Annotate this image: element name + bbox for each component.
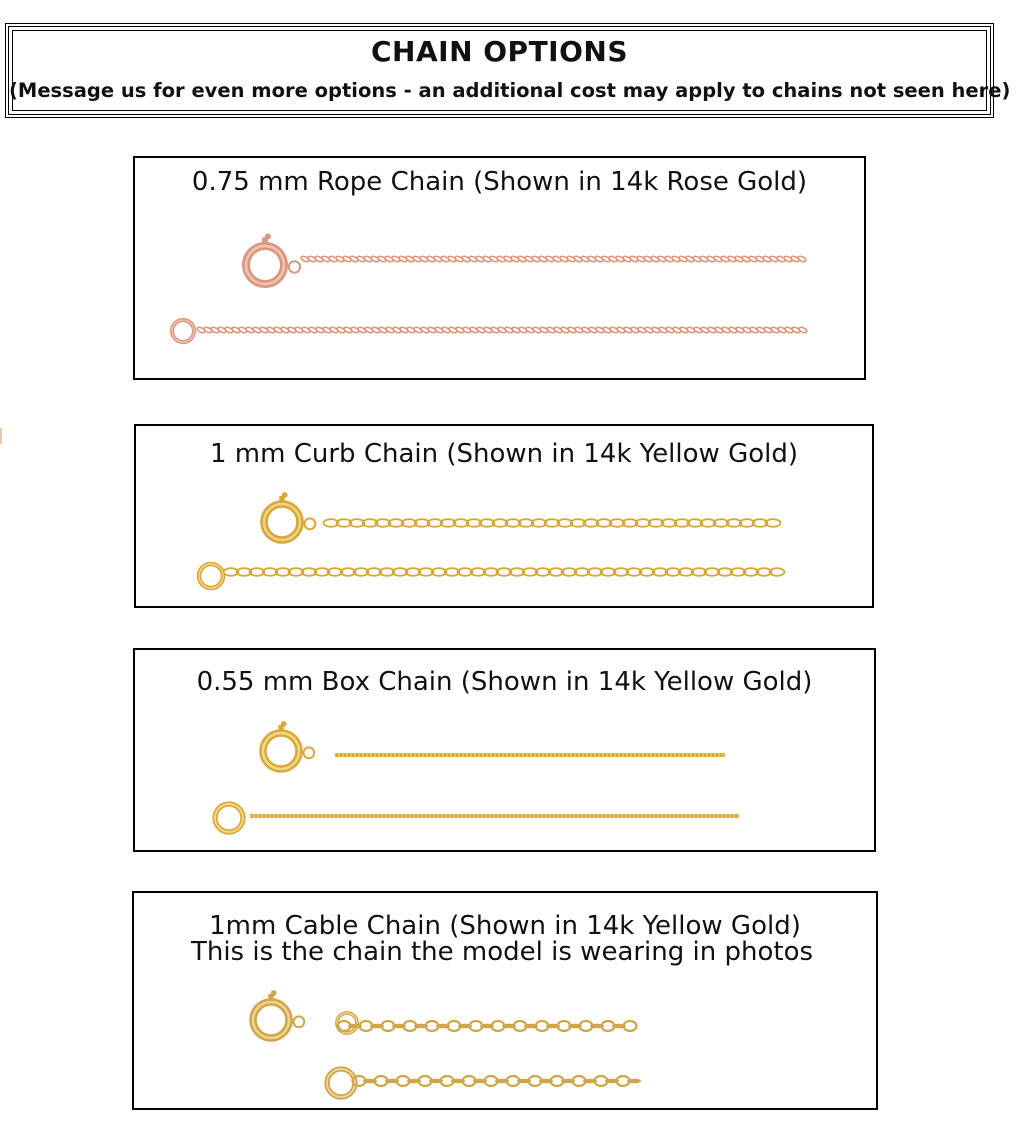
page-subtitle: (Message us for even more options - an additional cost may apply to chains not seen here) — [9, 79, 1011, 102]
rope-ring-icon — [172, 320, 194, 342]
cable-strand-lower — [353, 1076, 641, 1086]
chain-label-box: 0.55 mm Box Chain (Shown in 14k Yellow Gold) — [196, 667, 813, 697]
chain-label-rope: 0.75 mm Rope Chain (Shown in 14k Rose Gold) — [191, 167, 808, 197]
chain-card-curb[interactable] — [134, 424, 874, 608]
chain-card-cable[interactable] — [132, 891, 878, 1110]
header-box — [5, 23, 1011, 118]
box-chain-image — [135, 650, 874, 850]
cable-strand-upper — [338, 1021, 637, 1031]
rope-clasp-icon — [246, 233, 300, 284]
page-title: CHAIN OPTIONS — [371, 35, 628, 68]
box-ring-icon — [215, 804, 243, 832]
box-strand-upper — [335, 753, 725, 758]
chain-note-cable: This is the chain the model is wearing in photos — [190, 937, 814, 967]
rope-strand-upper — [300, 255, 806, 263]
stray-mark — [0, 428, 2, 444]
curb-clasp-icon — [264, 492, 315, 540]
rope-chain-image — [135, 158, 864, 378]
curb-strand-lower — [224, 568, 785, 576]
chain-label-curb: 1 mm Curb Chain (Shown in 14k Yellow Gold) — [210, 439, 798, 469]
curb-strand-upper — [324, 519, 781, 527]
curb-chain-image — [136, 426, 872, 606]
cable-ring-icon — [327, 1069, 355, 1097]
box-strand-lower — [250, 814, 739, 819]
cable-chain-image — [134, 893, 876, 1108]
curb-ring-icon — [199, 564, 223, 588]
rope-strand-lower — [196, 326, 807, 334]
box-clasp-icon — [263, 721, 314, 769]
chain-card-rope[interactable] — [133, 156, 866, 380]
chain-card-box[interactable] — [133, 648, 876, 852]
chain-label-cable: 1mm Cable Chain (Shown in 14k Yellow Gold) — [209, 911, 801, 941]
